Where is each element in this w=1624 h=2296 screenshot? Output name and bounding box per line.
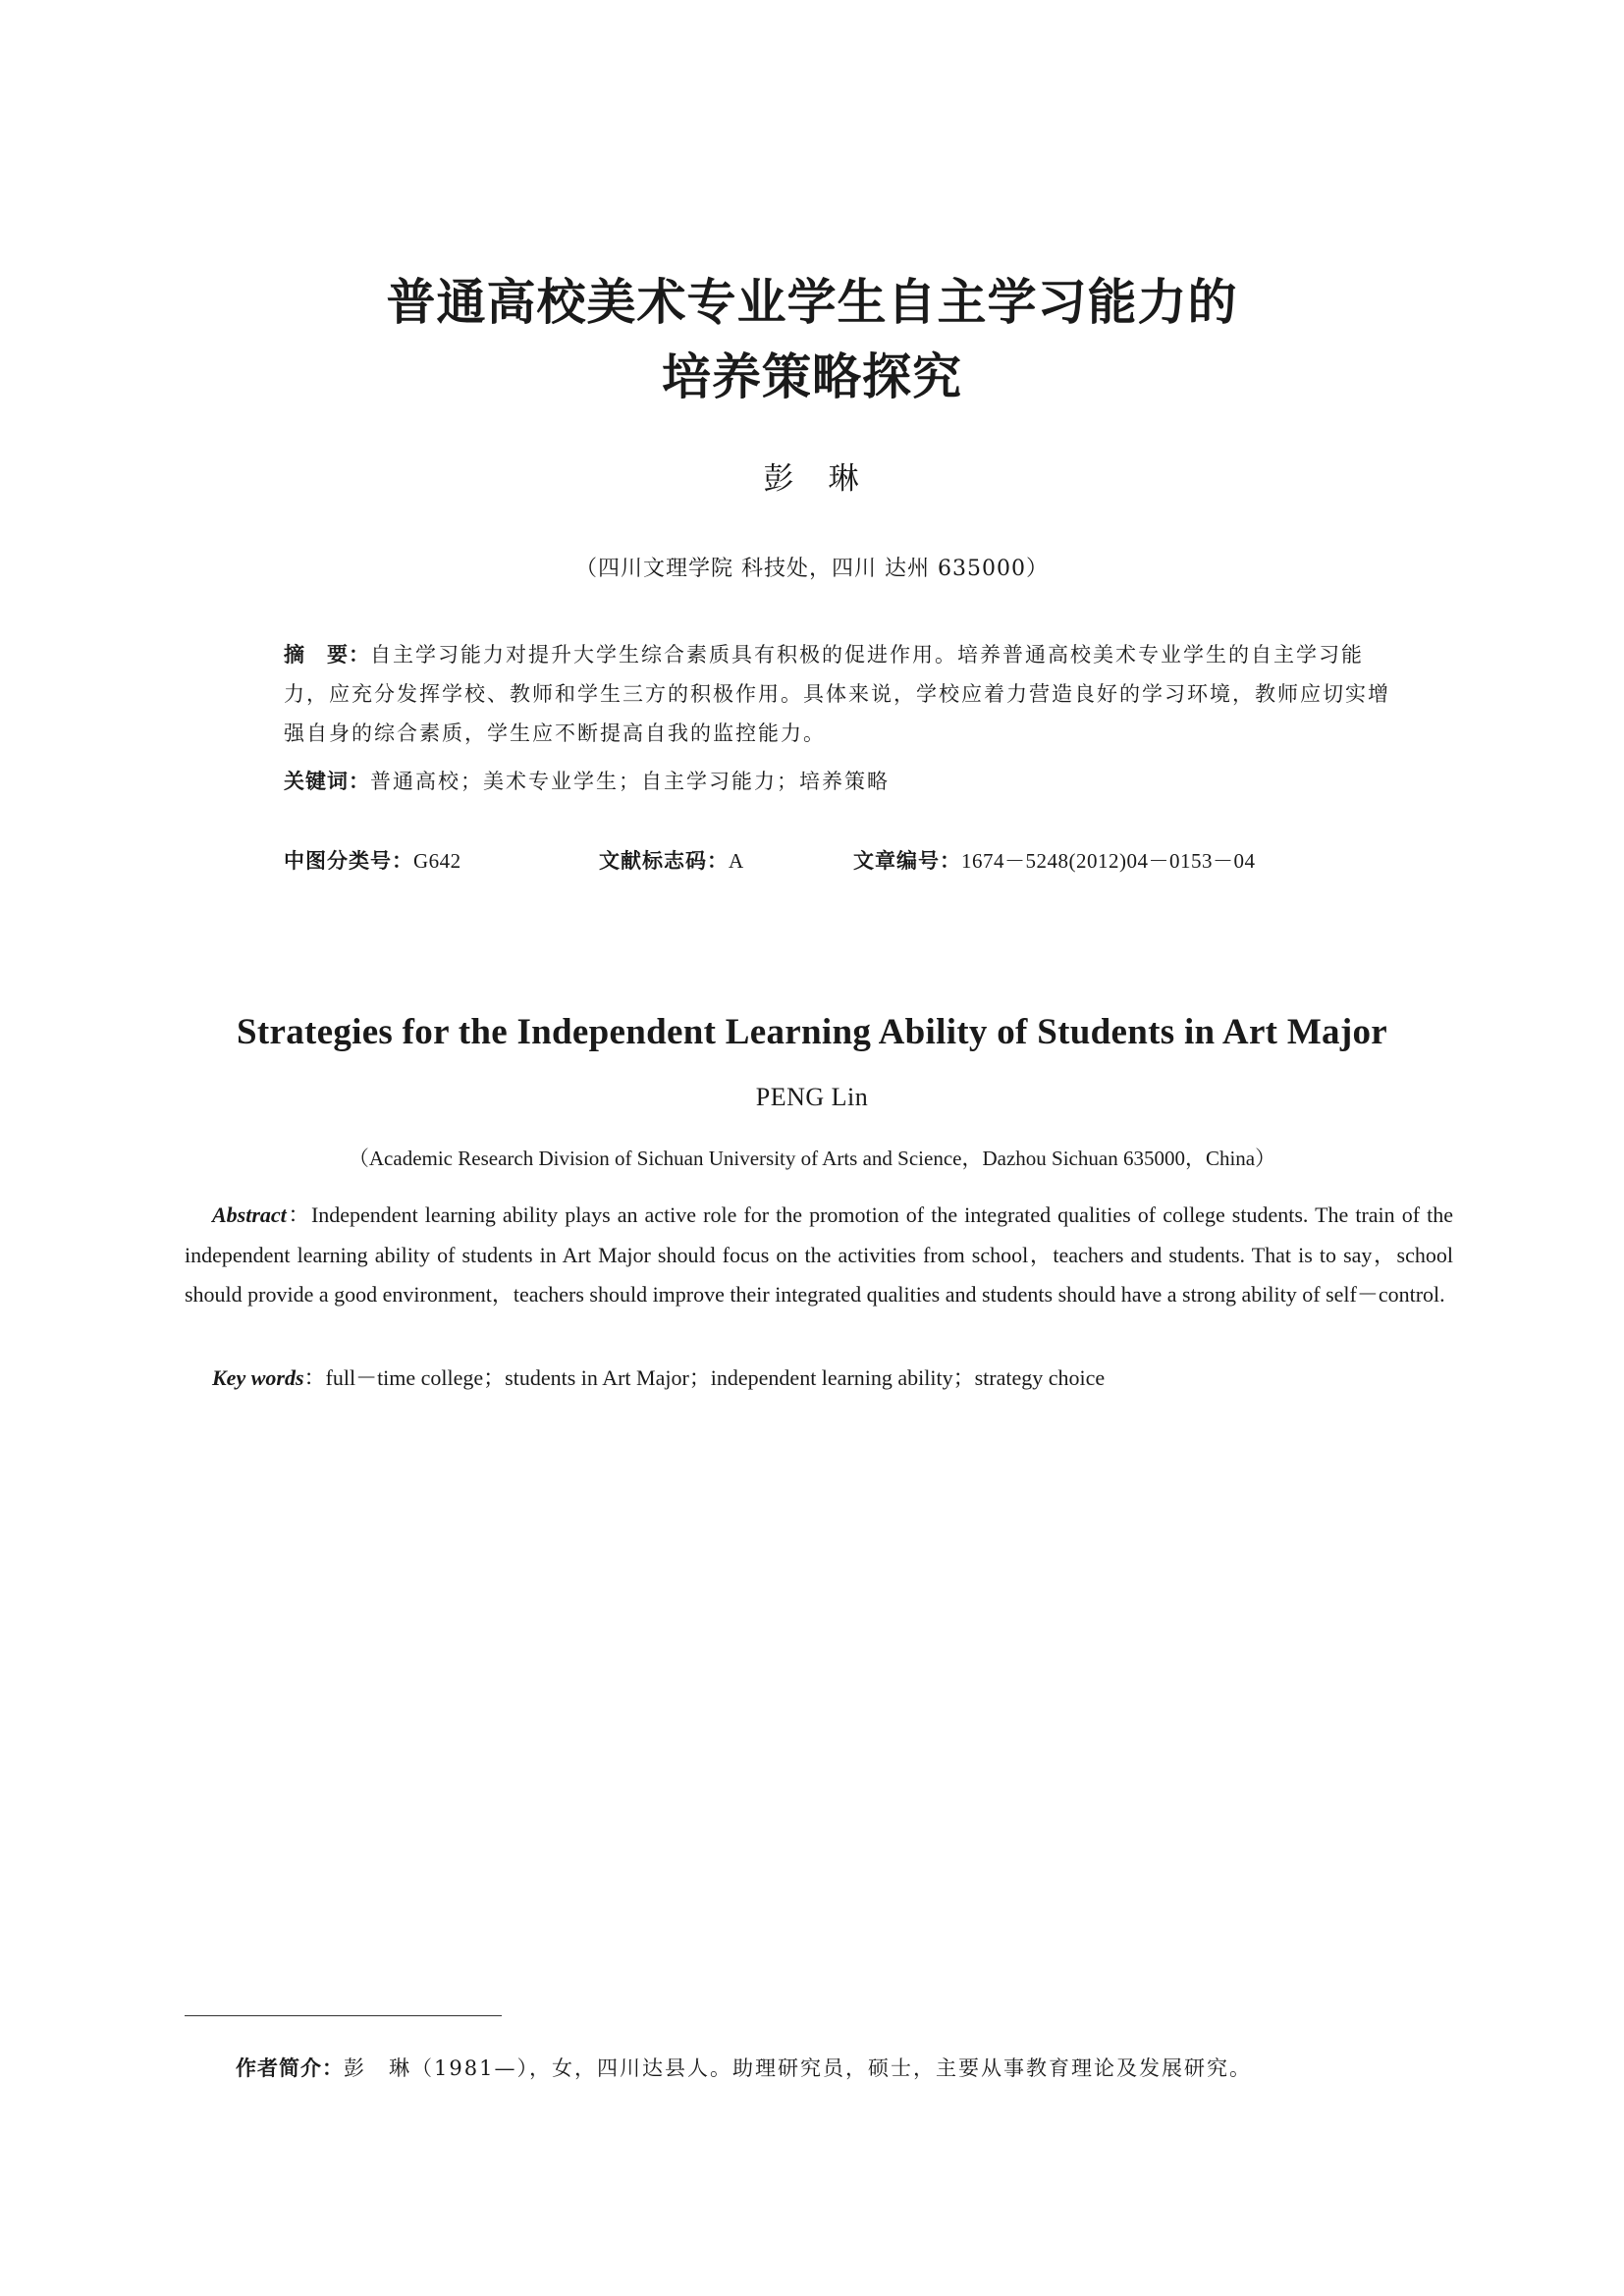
article-number [853, 846, 1256, 876]
english-abstract-label: Abstract [212, 1202, 287, 1227]
english-keywords-label: Key words [212, 1365, 304, 1390]
english-author: PENG Lin [755, 1083, 869, 1111]
chinese-abstract [284, 635, 1393, 753]
author-footnote [236, 2053, 1252, 2082]
english-affiliation: （Academic Research Division of Sichuan University of Arts and Science，Dazhou Sichuan 635000，China） [348, 1147, 1276, 1170]
chinese-keywords [284, 762, 1393, 801]
chinese-keywords-label: 关键词： [284, 770, 370, 793]
chinese-abstract-text: 自主学习能力对提升大学生综合素质具有积极的促进作用。培养普通高校美术专业学生的自主学习能力，应充分发挥学校、教师和学生三方的积极作用。具体来说，学校应着力营造良好的学习环境，教师应切实增强自身的综合素质，学生应不断提高自我的监控能力。 [284, 643, 1390, 745]
footnote-divider [185, 2015, 502, 2016]
chinese-title [0, 265, 1624, 414]
document-code-label: 文献标志码： [599, 849, 729, 873]
english-keywords [185, 1359, 1453, 1398]
chinese-title-line-1: 普通高校美术专业学生自主学习能力的 [386, 273, 1238, 331]
chinese-keywords-text: 普通高校；美术专业学生；自主学习能力；培养策略 [370, 770, 890, 793]
english-title: Strategies for the Independent Learning Ability of Students in Art Major [236, 1012, 1388, 1052]
english-keywords-separator: ： [303, 1365, 326, 1390]
article-number-label: 文章编号： [853, 849, 961, 873]
document-code-value: A [729, 849, 744, 873]
chinese-abstract-label: 摘 要： [284, 643, 370, 667]
english-keywords-text: full－time college；students in Art Major；independent learning ability；strategy choice [325, 1365, 1106, 1390]
chinese-author: 彭 琳 [763, 461, 861, 497]
english-abstract [185, 1196, 1453, 1315]
clc-number [284, 846, 461, 876]
english-abstract-separator: ： [286, 1202, 311, 1227]
footnote-text: 彭 琳（1981—），女，四川达县人。助理研究员，硕士，主要从事教育理论及发展研究。 [344, 2056, 1252, 2080]
chinese-title-line-2: 培养策略探究 [662, 347, 962, 405]
clc-label: 中图分类号： [284, 849, 413, 873]
clc-value: G642 [413, 849, 461, 873]
english-abstract-text: Independent learning ability plays an active role for the promotion of the integrated qualities of college students. The train of the independent learning ability of students in Art Major should focus on the activities from school，teachers and students. That is to say，school should provide a good environment，teachers should improve their integrated qualities and students should have a strong ability of self－control. [185, 1202, 1453, 1307]
chinese-affiliation: （四川文理学院 科技处，四川 达州 635000） [575, 557, 1049, 581]
article-number-value: 1674－5248(2012)04－0153－04 [961, 849, 1256, 873]
document-code [599, 846, 744, 876]
footnote-label: 作者简介： [236, 2056, 344, 2080]
